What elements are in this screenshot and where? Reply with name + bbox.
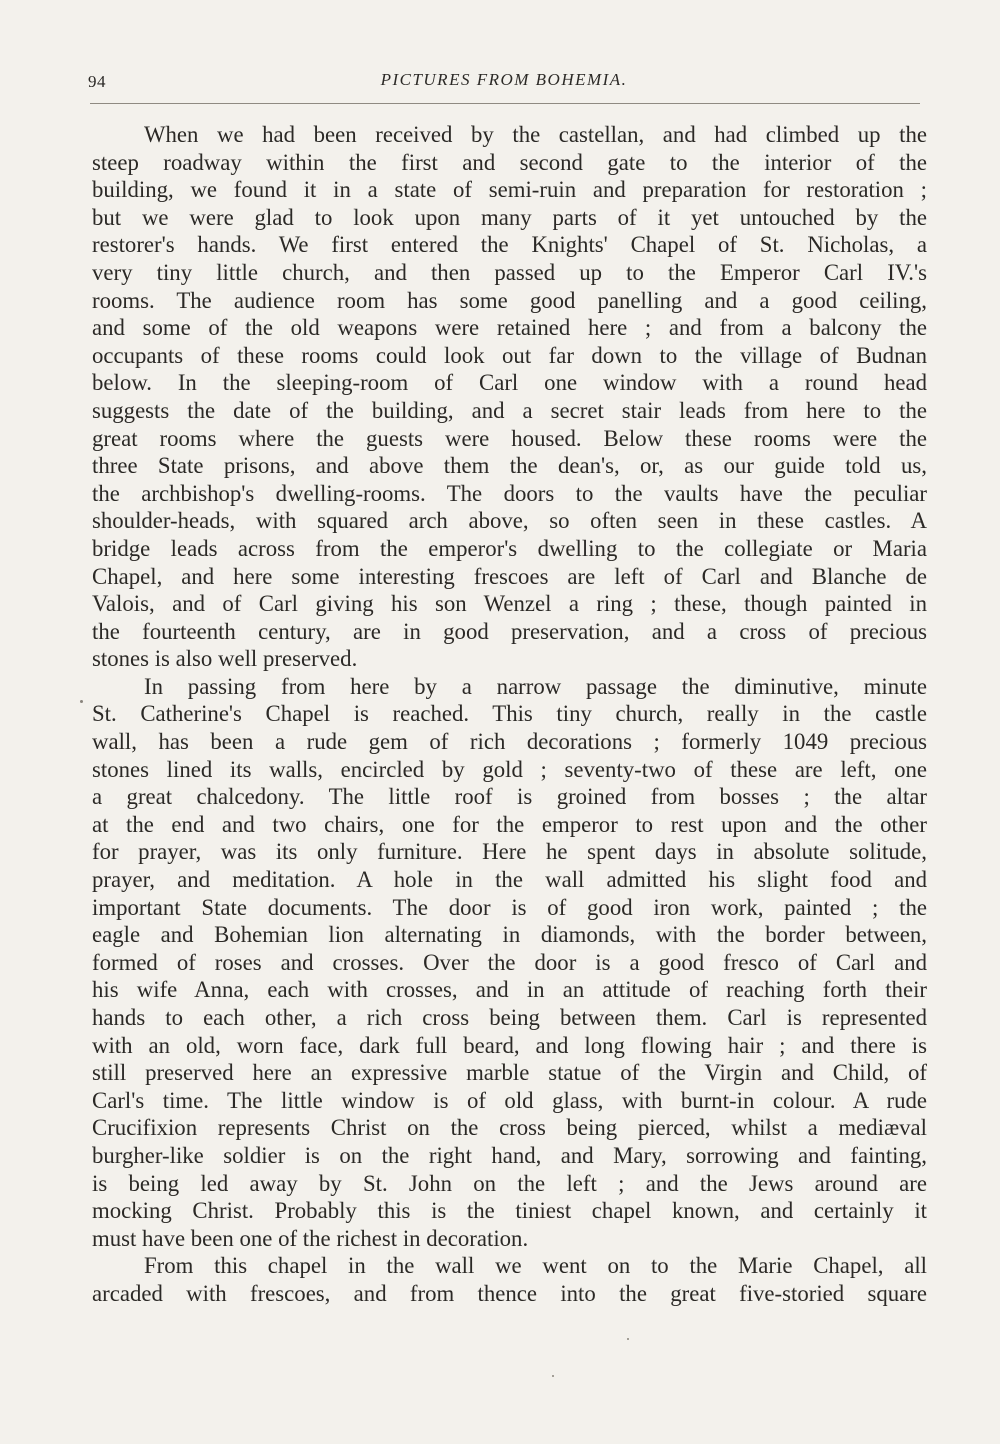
text-line: prayer, and meditation. A hole in the wall admitted his slight food and [92,867,927,893]
paragraph [92,673,927,1252]
text-line: still preserved here an expressive marble statue of the Virgin and Child, of [92,1060,927,1086]
text-line: shoulder-heads, with squared arch above, so often seen in these castles. A [92,508,927,534]
text-line: with an old, worn face, dark full beard, and long flowing hair ; and there is [92,1032,927,1058]
text-line: suggests the date of the building, and a secret stair leads from here to the [92,397,927,423]
text-line: the archbishop's dwelling-rooms. The doors to the vaults have the peculiar [92,480,927,506]
page-number: 94 [88,72,106,91]
text-line: hands to each other, a rich cross being between them. Carl is represented [92,1005,927,1030]
text-line: building, we found it in a state of semi-ruin and preparation for restoration ; [92,177,927,203]
text-line: the fourteenth century, are in good preservation, and a cross of precious [92,618,927,644]
body-text [92,121,927,1308]
text-line: occupants of these rooms could look out far down to the village of Budnan [92,342,927,368]
text-line: important State documents. The door is of good iron work, painted ; the [92,894,927,920]
paragraph [92,121,927,673]
text-line: a great chalcedony. The little roof is groined from bosses ; the altar [92,784,927,810]
text-line: Valois, and of Carl giving his son Wenzel a ring ; these, though painted in [92,591,927,617]
text-line: eagle and Bohemian lion alternating in diamonds, with the border between, [92,922,927,948]
text-line: must have been one of the richest in decoration. [92,1225,529,1251]
text-line: at the end and two chairs, one for the emperor to rest upon and the other [92,811,927,837]
paragraph [92,1252,927,1307]
text-line: restorer's hands. We first entered the Knights' Chapel of St. Nicholas, a [92,232,927,258]
text-line: St. Catherine's Chapel is reached. This tiny church, really in the castle [92,701,927,727]
text-line: stones lined its walls, encircled by gold ; seventy-two of these are left, one [92,756,927,782]
text-line: wall, has been a rude gem of rich decorations ; formerly 1049 precious [92,729,927,755]
text-line: very tiny little church, and then passed up to the Emperor Carl IV.'s [92,259,927,285]
text-line: From this chapel in the wall we went on to the Marie Chapel, all [144,1253,927,1279]
text-line: bridge leads across from the emperor's dwelling to the collegiate or Maria [92,535,927,561]
header-rule [90,103,920,104]
running-head [88,70,920,100]
text-line: but we were glad to look upon many parts of it yet untouched by the [92,204,927,230]
text-line: Crucifixion represents Christ on the cross being pierced, whilst a mediæval [92,1115,927,1141]
print-speck [627,1338,629,1340]
text-line: When we had been received by the castellan, and had climbed up the [144,122,927,147]
text-line: his wife Anna, each with crosses, and in an attitude of reaching forth their [92,977,927,1003]
text-line: steep roadway within the first and second gate to the interior of the [92,149,927,175]
text-line: and some of the old weapons were retained here ; and from a balcony the [92,315,927,341]
text-line: In passing from here by a narrow passage the diminutive, minute [144,673,927,699]
text-line: mocking Christ. Probably this is the tiniest chapel known, and certainly it [92,1198,927,1224]
text-line: great rooms where the guests were housed. Below these rooms were the [92,425,927,451]
text-line: below. In the sleeping-room of Carl one window with a round head [92,370,927,396]
text-line: stones is also well preserved. [92,646,358,672]
text-line: Chapel, and here some interesting frescoes are left of Carl and Blanche de [92,563,927,589]
text-line: formed of roses and crosses. Over the door is a good fresco of Carl and [92,949,927,975]
text-line: is being led away by St. John on the left ; and the Jews around are [92,1170,927,1196]
text-line: three State prisons, and above them the dean's, or, as our guide told us, [92,453,927,479]
text-line: rooms. The audience room has some good panelling and a good ceiling, [92,287,927,313]
print-speck [552,1375,554,1377]
text-line: arcaded with frescoes, and from thence into the great five-storied square [92,1280,927,1306]
text-line: burgher-like soldier is on the right hand, and Mary, sorrowing and fainting, [92,1142,927,1168]
running-title: PICTURES FROM BOHEMIA. [380,70,628,89]
text-line: for prayer, was its only furniture. Here he spent days in absolute solitude, [92,839,927,865]
print-speck [80,700,83,703]
text-line: Carl's time. The little window is of old glass, with burnt-in colour. A rude [92,1087,927,1113]
